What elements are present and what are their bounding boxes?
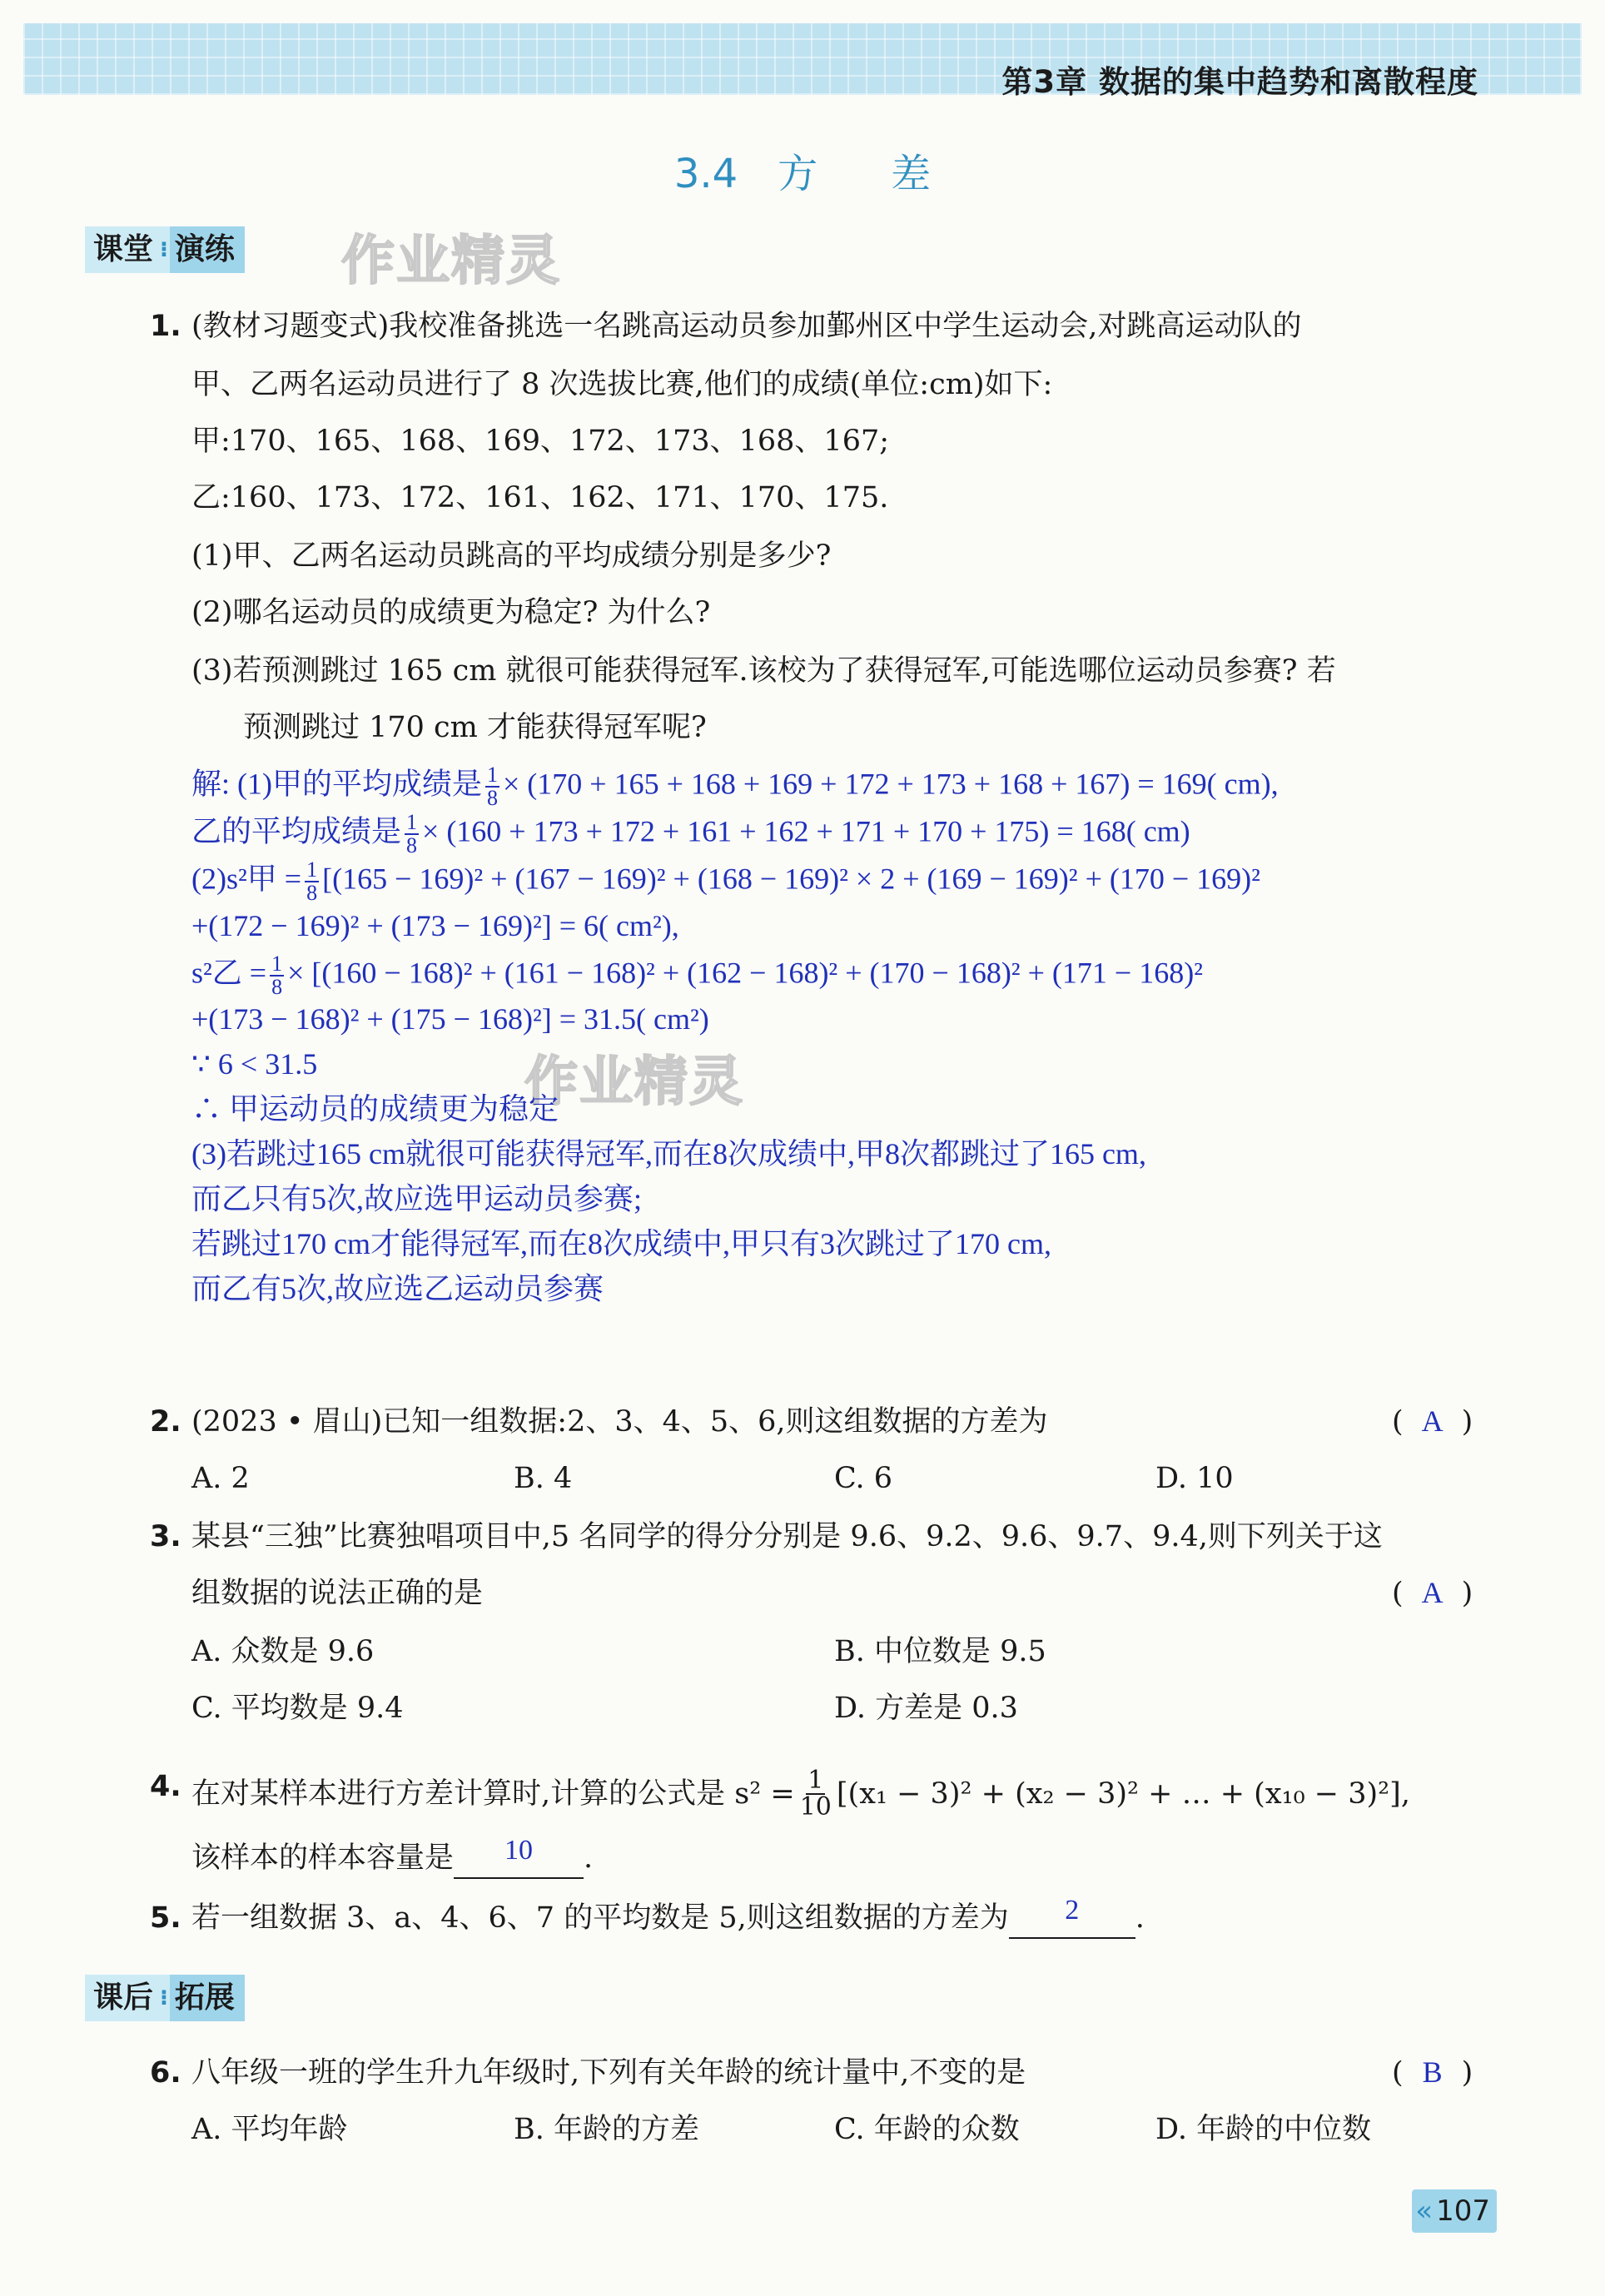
q1-answer-line-12: 而乙有5次,故应选乙运动员参赛 bbox=[191, 1272, 604, 1305]
q3-line-2: 组数据的说法正确的是 bbox=[191, 1577, 484, 1610]
q1-sub-2: (2)哪名运动员的成绩更为稳定? 为什么? bbox=[191, 596, 711, 629]
section-number: 3.4 bbox=[673, 151, 738, 197]
q1-line-1: (教材习题变式)我校准备挑选一名跳高运动员参加鄞州区中学生运动会,对跳高运动队的 bbox=[191, 310, 1302, 343]
q6-option-b: B. 年龄的方差 bbox=[514, 2113, 699, 2146]
section-word-2: 差 bbox=[891, 151, 932, 197]
q1-answer-line-9: (3)若跳过165 cm就很可能获得冠军,而在8次成绩中,甲8次都跳过了165 cm, bbox=[191, 1137, 1146, 1170]
section-label-extension: 课后 ⁝ 拓展 bbox=[85, 1975, 245, 2021]
q3-option-b: B. 中位数是 9.5 bbox=[834, 1635, 1046, 1668]
q2-answer: A bbox=[1421, 1404, 1444, 1438]
q2-option-d: D. 10 bbox=[1155, 1462, 1234, 1495]
q1-answer-line-7: ∵ 6 < 31.5 bbox=[191, 1047, 318, 1081]
q4-number: 4. bbox=[150, 1770, 181, 1803]
q1-answer-line-6: +(173 − 168)² + (175 − 168)²] = 31.5( cm²) bbox=[191, 1002, 709, 1036]
q4-blank[interactable] bbox=[454, 1835, 584, 1879]
q1-answer-line-10: 而乙只有5次,故应选甲运动员参赛; bbox=[191, 1182, 643, 1215]
q3-option-a: A. 众数是 9.6 bbox=[191, 1635, 375, 1668]
chapter-title: 第3章 数据的集中趋势和离散程度 bbox=[1001, 64, 1478, 100]
q4-answer: 10 bbox=[504, 1835, 534, 1866]
double-chevron-left-icon: « bbox=[1415, 2194, 1434, 2228]
q1-line-4: 乙:160、173、172、161、162、171、170、175. bbox=[191, 481, 889, 514]
q1-sub-3: (3)若预测跳过 165 cm 就很可能获得冠军.该校为了获得冠军,可能选哪位运动员参赛? 若 bbox=[191, 654, 1336, 688]
q1-answer-line-5: s²乙 = $\frac{1}{8}$ × [(160 − 168)² + (161 − 168)² + (162 − 168)² + (170 − 168)² + (171 − 168)² bbox=[191, 952, 1203, 999]
q2-option-a: A. 2 bbox=[191, 1462, 250, 1495]
q1-line-2: 甲、乙两名运动员进行了 8 次选拔比赛,他们的成绩(单位:cm)如下: bbox=[191, 368, 1053, 401]
q3-option-c: C. 平均数是 9.4 bbox=[191, 1692, 404, 1725]
q1-sub-1: (1)甲、乙两名运动员跳高的平均成绩分别是多少? bbox=[191, 539, 832, 573]
watermark: 作业精灵 bbox=[341, 231, 561, 292]
separator-icon: ⁝ bbox=[158, 226, 170, 273]
section-label-classwork: 课堂 ⁝ 演练 bbox=[85, 226, 245, 273]
q1-sub-3-cont: 预测跳过 170 cm 才能获得冠军呢? bbox=[243, 711, 707, 744]
q6-option-c: C. 年龄的众数 bbox=[834, 2113, 1020, 2146]
q5-blank[interactable] bbox=[1009, 1895, 1135, 1939]
q4-line-1: 在对某样本进行方差计算时,计算的公式是 s² = $\frac{1}{10}$ [(x₁ − 3)² + (x₂ − 3)² + … + (x₁₀ − 3)²], bbox=[191, 1766, 1410, 1821]
q1-answer-line-4: +(172 − 169)² + (173 − 169)²] = 6( cm²), bbox=[191, 909, 679, 942]
q5-number: 5. bbox=[150, 1901, 181, 1935]
q2-option-c: C. 6 bbox=[834, 1462, 893, 1495]
q1-answer-line-11: 若跳过170 cm才能得冠军,而在8次成绩中,甲只有3次跳过了170 cm, bbox=[191, 1227, 1051, 1260]
q1-answer-line-8: ∴ 甲运动员的成绩更为稳定 bbox=[191, 1092, 559, 1126]
q1-number: 1. bbox=[150, 310, 181, 343]
page-number: « 107 bbox=[1412, 2189, 1497, 2233]
q1-line-3: 甲:170、165、168、169、172、173、168、167; bbox=[191, 425, 890, 458]
q4-line-2: 该样本的样本容量是 10 . bbox=[191, 1840, 593, 1879]
q3-option-d: D. 方差是 0.3 bbox=[834, 1692, 1018, 1725]
separator-icon: ⁝ bbox=[158, 1975, 170, 2021]
q1-answer-line-3: (2)s²甲 = $\frac{1}{8}$ [(165 − 169)² + (167 − 169)² + (168 − 169)² × 2 + (169 − 169)² + (170 − 169)² bbox=[191, 857, 1260, 905]
q2-option-b: B. 4 bbox=[514, 1462, 573, 1495]
q6-number: 6. bbox=[150, 2056, 181, 2090]
q2-number: 2. bbox=[150, 1405, 181, 1439]
q2-answer-bracket: ( A ) bbox=[1392, 1404, 1473, 1439]
q6-answer-bracket: ( B ) bbox=[1392, 2055, 1473, 2090]
q5-text: 若一组数据 3、a、4、6、7 的平均数是 5,则这组数据的方差为 2 . bbox=[191, 1900, 1145, 1939]
q6-text: 八年级一班的学生升九年级时,下列有关年龄的统计量中,不变的是 bbox=[191, 2056, 1026, 2090]
section-word-1: 方 bbox=[778, 151, 818, 197]
q6-answer: B bbox=[1422, 2055, 1443, 2089]
q6-option-d: D. 年龄的中位数 bbox=[1155, 2113, 1372, 2146]
q1-answer-line-2: 乙的平均成绩是 $\frac{1}{8}$ × (160 + 173 + 172 + 161 + 162 + 171 + 170 + 175) = 168( cm) bbox=[191, 810, 1190, 857]
q3-answer-bracket: ( A ) bbox=[1392, 1576, 1473, 1610]
q3-number: 3. bbox=[150, 1520, 181, 1553]
q2-text: (2023 • 眉山)已知一组数据:2、3、4、5、6,则这组数据的方差为 bbox=[191, 1405, 1048, 1439]
q6-option-a: A. 平均年龄 bbox=[191, 2113, 348, 2146]
section-title bbox=[0, 142, 1605, 199]
q3-answer: A bbox=[1421, 1576, 1444, 1609]
q1-answer-line-1: 解: (1)甲的平均成绩是 $\frac{1}{8}$ × (170 + 165 + 168 + 169 + 172 + 173 + 168 + 167) = 169( cm), bbox=[191, 763, 1279, 810]
q3-line-1: 某县“三独”比赛独唱项目中,5 名同学的得分分别是 9.6、9.2、9.6、9.7、9.4,则下列关于这 bbox=[191, 1520, 1383, 1553]
watermark: 作业精灵 bbox=[524, 1051, 744, 1113]
q5-answer: 2 bbox=[1065, 1895, 1080, 1926]
